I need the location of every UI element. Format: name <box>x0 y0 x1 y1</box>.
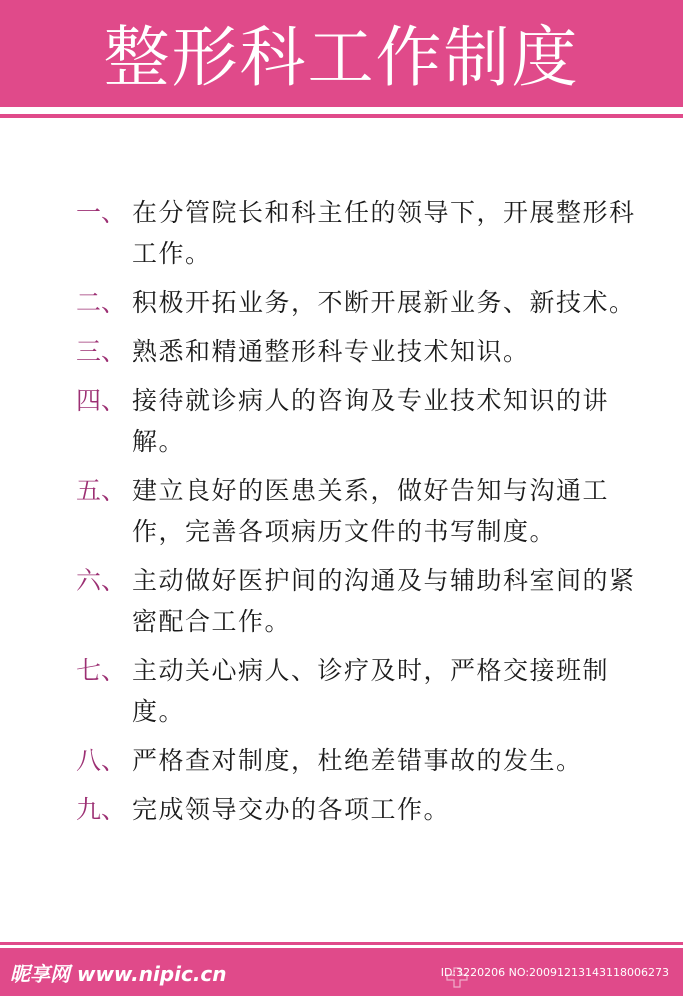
list-item <box>76 470 636 552</box>
rule-text: 主动做好医护间的沟通及与辅助科室间的紧密配合工作。 <box>132 566 636 636</box>
rule-number: 一、 <box>76 198 127 227</box>
watermark-brand: 昵享网 www.nipic.cn <box>10 962 227 986</box>
rule-number: 二、 <box>76 288 127 317</box>
rules-list <box>76 192 636 838</box>
rule-text: 熟悉和精通整形科专业技术知识。 <box>132 337 530 366</box>
rule-number: 八、 <box>76 746 127 775</box>
list-item <box>76 789 636 830</box>
rule-number: 六、 <box>76 566 127 595</box>
page-title: 整形科工作制度 <box>103 19 580 96</box>
list-item <box>76 380 636 462</box>
rule-text: 在分管院长和科主任的领导下，开展整形科工作。 <box>132 198 636 268</box>
list-item <box>76 740 636 781</box>
list-item <box>76 650 636 732</box>
list-item <box>76 560 636 642</box>
rule-number: 三、 <box>76 337 127 366</box>
list-item <box>76 192 636 274</box>
list-item <box>76 282 636 323</box>
rule-text: 主动关心病人、诊疗及时，严格交接班制度。 <box>132 656 610 726</box>
list-item <box>76 331 636 372</box>
footer-band <box>0 948 683 996</box>
rule-number: 九、 <box>76 795 127 824</box>
rule-text: 完成领导交办的各项工作。 <box>132 795 451 824</box>
rule-text: 建立良好的医患关系，做好告知与沟通工作，完善各项病历文件的书写制度。 <box>132 476 610 546</box>
rule-text: 接待就诊病人的咨询及专业技术知识的讲解。 <box>132 386 610 456</box>
rule-number: 七、 <box>76 656 127 685</box>
rule-number: 四、 <box>76 386 127 415</box>
footer-divider <box>0 942 683 945</box>
header-divider <box>0 114 683 118</box>
rule-text: 严格查对制度，杜绝差错事故的发生。 <box>132 746 583 775</box>
image-id-label: ID:3220206 NO:20091213143118006273 <box>440 966 669 979</box>
hospital-logo-icon <box>442 966 472 988</box>
rule-number: 五、 <box>76 476 127 505</box>
rule-text: 积极开拓业务，不断开展新业务、新技术。 <box>132 288 636 317</box>
